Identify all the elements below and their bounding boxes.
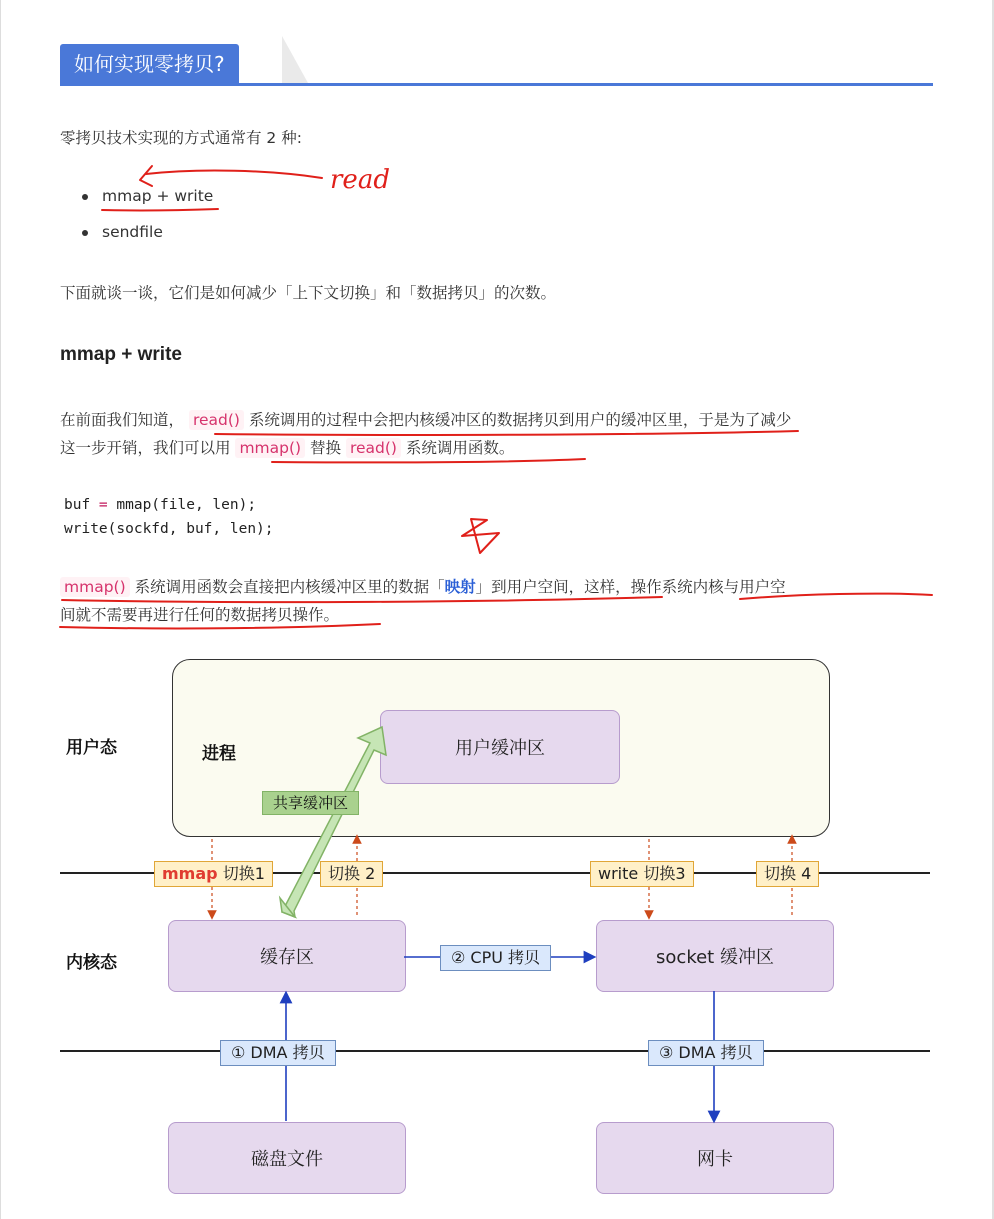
- label-user-mode: 用户态: [66, 738, 117, 758]
- star-mark: [462, 519, 499, 553]
- switch1-tag: mmap 切换1: [154, 861, 273, 887]
- paragraph-mmap-explain: [60, 573, 940, 629]
- subheading-mmap-write: mmap + write: [60, 344, 182, 365]
- disk-file-box: 磁盘文件: [168, 1122, 406, 1194]
- paragraph-line: 间就不需要再进行任何的数据拷贝操作。: [60, 606, 340, 624]
- strong-mapping: 映射: [444, 578, 476, 596]
- switch2-tag: 切换 2: [320, 861, 383, 887]
- method-item-sendfile: sendfile: [102, 223, 163, 241]
- switch3-tag: write 切换3: [590, 861, 694, 887]
- heading-tab: 如何实现零拷贝?: [60, 44, 239, 83]
- heading-underline: [60, 83, 933, 86]
- user-buffer-box: 用户缓冲区: [380, 710, 620, 784]
- intro-paragraph: 零拷贝技术实现的方式通常有 2 种:: [60, 129, 302, 147]
- diagram-arrows: [58, 655, 938, 1200]
- summary-paragraph: 下面就谈一谈，它们是如何减少「上下文切换」和「数据拷贝」的次数。: [60, 284, 557, 302]
- page-border-left: [0, 0, 1, 1219]
- cpu-copy-label: ② CPU 拷贝: [440, 945, 551, 971]
- paragraph-line: 这一步开销，我们可以用 mmap() 替换 read() 系统调用函数。: [60, 439, 515, 457]
- inline-code: read(): [346, 438, 401, 458]
- section-heading: [60, 44, 933, 86]
- socket-buffer-box: socket 缓冲区: [596, 920, 834, 992]
- shared-buffer-label: 共享缓冲区: [262, 791, 359, 815]
- bullet-dot: [82, 194, 88, 200]
- label-kernel-mode: 内核态: [66, 953, 117, 973]
- inline-code: mmap(): [60, 577, 130, 597]
- switch4-tag: 切换 4: [756, 861, 819, 887]
- inline-code: mmap(): [235, 438, 305, 458]
- handwritten-read: read: [330, 165, 390, 195]
- zero-copy-diagram: [58, 655, 938, 1200]
- heading-shade: [282, 36, 308, 83]
- inline-code: read(): [189, 410, 244, 430]
- code-line: buf = mmap(file, len);: [64, 497, 257, 513]
- page-cache-box: 缓存区: [168, 920, 406, 992]
- arrow-line: [146, 171, 322, 178]
- dma-copy1-label: ① DMA 拷贝: [220, 1040, 336, 1066]
- dma-copy2-label: ③ DMA 拷贝: [648, 1040, 764, 1066]
- nic-box: 网卡: [596, 1122, 834, 1194]
- paragraph-mmap-intro: [60, 406, 940, 462]
- method-item-mmap: mmap + write: [102, 187, 214, 205]
- label-process: 进程: [202, 744, 236, 764]
- paragraph-line: 在前面我们知道， read() 系统调用的过程中会把内核缓冲区的数据拷贝到用户的缓冲区里，于是为了减少: [60, 411, 792, 429]
- bullet-dot: [82, 230, 88, 236]
- shared-mapping-arrow: [282, 727, 386, 917]
- paragraph-line: mmap() 系统调用函数会直接把内核缓冲区里的数据「映射」到用户空间，这样，操作系统内核与用户空: [60, 573, 940, 601]
- code-line: write(sockfd, buf, len);: [64, 521, 274, 537]
- code-block: [64, 493, 274, 541]
